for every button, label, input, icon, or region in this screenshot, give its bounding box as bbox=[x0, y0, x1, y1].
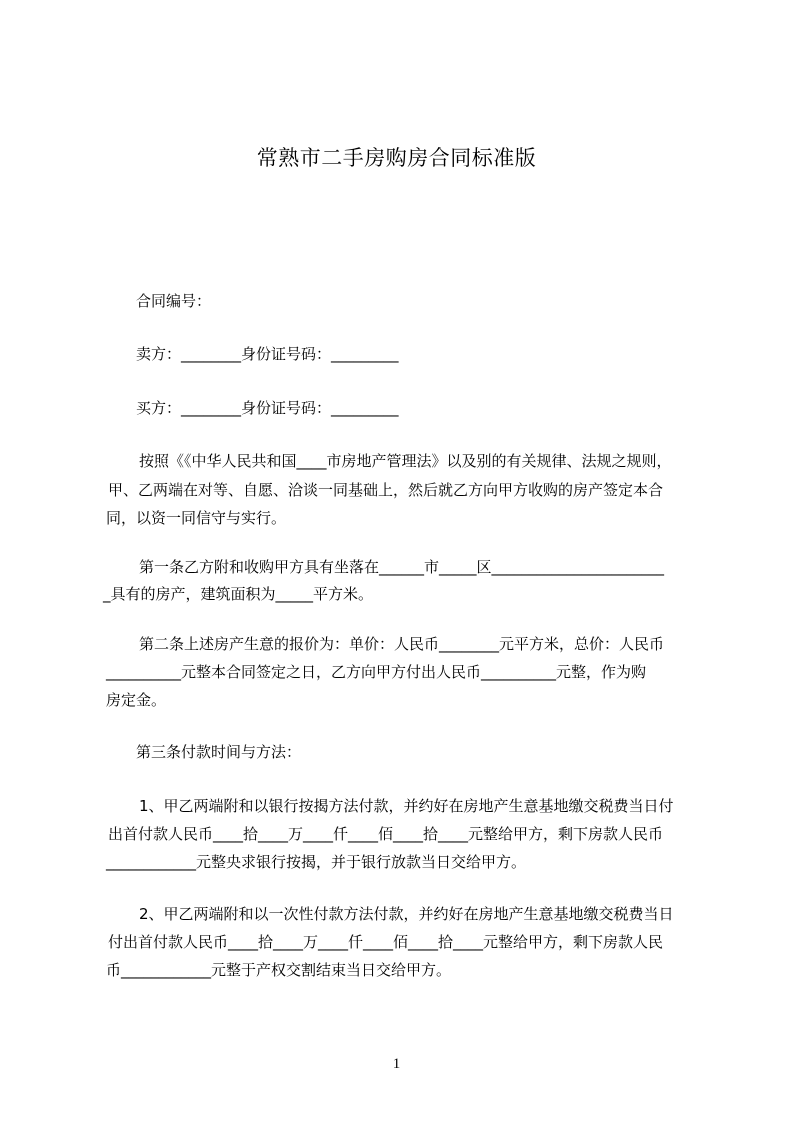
intro-line-2: 甲、乙两端在对等、自愿、洽谈一同基础上，然后就乙方向甲方收购的房产签定本合 bbox=[108, 481, 664, 499]
document-title: 常熟市二手房购房合同标准版 bbox=[256, 146, 537, 170]
clause2-line-1: 2、甲乙两端附和以一次性付款方法付款，并约好在房地产生意基地缴交税费当日 bbox=[139, 905, 674, 923]
intro-line-1: 按照《《中华人民共和国____市房地产管理法》以及别的有关规律、法规之规则， bbox=[139, 452, 672, 470]
clause1-line-1: 1、甲乙两端附和以银行按揭方法付款，并约好在房地产生意基地缴交税费当日付 bbox=[139, 797, 674, 815]
contract-number-line: 合同编号： bbox=[136, 292, 212, 310]
clause2-line-3: 币____________元整于产权交割结束当日交给甲方。 bbox=[106, 961, 452, 979]
clause2-line-2: 付出首付款人民币____拾____万____仟____佰____拾____元整给甲方，剩下房款人民 bbox=[108, 933, 664, 951]
seller-line: 卖方：________身份证号码：_________ bbox=[136, 345, 399, 363]
clause1-line-3: ____________元整央求银行按揭，并于银行放款当日交给甲方。 bbox=[106, 853, 527, 871]
article2-line-3: 房定金。 bbox=[106, 691, 167, 709]
page-number: 1 bbox=[392, 1056, 401, 1072]
clause1-line-2: 出首付款人民币____拾____万____仟____佰____拾____元整给甲方，剩下房款人民币 bbox=[108, 825, 664, 843]
buyer-line: 买方：________身份证号码：_________ bbox=[136, 399, 399, 417]
intro-line-3: 同，以资一同信守与实行。 bbox=[106, 509, 287, 527]
article1-line-2: _具有的房产，建筑面积为_____平方米。 bbox=[103, 585, 374, 603]
article3-heading: 第三条付款时间与方法： bbox=[136, 743, 302, 761]
article2-line-2: __________元整本合同签定之日，乙方向甲方付出人民币__________元整，作为购 bbox=[106, 663, 647, 681]
article1-line-1: 第一条乙方附和收购甲方具有坐落在______市_____区_______________________ bbox=[139, 558, 665, 576]
article2-line-1: 第二条上述房产生意的报价为：单价：人民币________元平方米，总价：人民币 bbox=[139, 635, 665, 653]
